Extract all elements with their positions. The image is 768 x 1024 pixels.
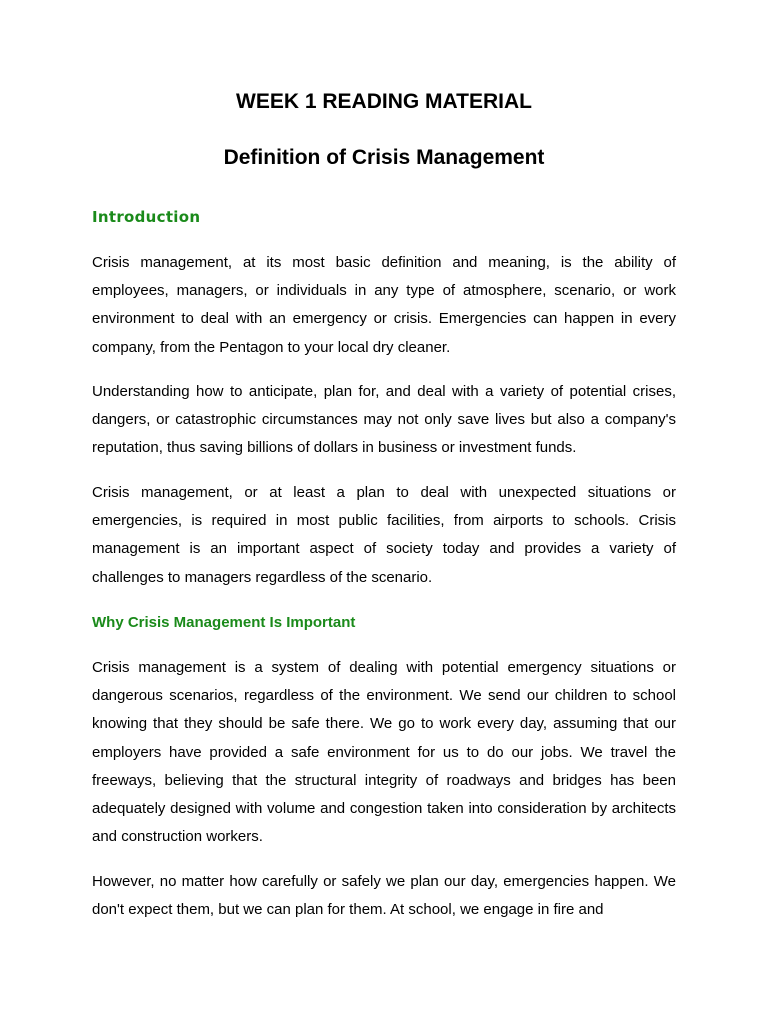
paragraph: However, no matter how carefully or safely we plan our day, emergencies happen. We don't expect them, but we can plan for them. At school, we engage in fire and: [92, 873, 676, 919]
paragraph: Crisis management, or at least a plan to deal with unexpected situations or emergencies, is required in most public facilities, from airports to schools. Crisis management is an important aspect of society today and provides a variety of challenges to managers regardless of the scenario.: [92, 484, 676, 586]
section-heading-why-important: Why Crisis Management Is Important: [92, 614, 356, 631]
paragraph: Understanding how to anticipate, plan for, and deal with a variety of potential crises, dangers, or catastrophic circumstances may not only save lives but also a company's reputation, thus saving billions of dollars in business or investment funds.: [92, 383, 676, 457]
document-subtitle: Definition of Crisis Management: [223, 146, 545, 169]
paragraph: Crisis management, at its most basic definition and meaning, is the ability of employees, managers, or individuals in any type of atmosphere, scenario, or work environment to deal with an emergency or crisis. Emergencies can happen in every company, from the Pentagon to your local dry cleaner.: [92, 254, 676, 356]
section-heading-introduction: Introduction: [92, 208, 201, 226]
document-title: WEEK 1 READING MATERIAL: [236, 90, 532, 113]
paragraph: Crisis management is a system of dealing with potential emergency situations or dangerous scenarios, regardless of the environment. We send our children to school knowing that they should be safe there. We go to work every day, assuming that our employers have provided a safe environment for us to do our jobs. We travel the freeways, believing that the structural integrity of roadways and bridges has been adequately designed with volume and congestion taken into consideration by architects and construction workers.: [92, 659, 676, 846]
